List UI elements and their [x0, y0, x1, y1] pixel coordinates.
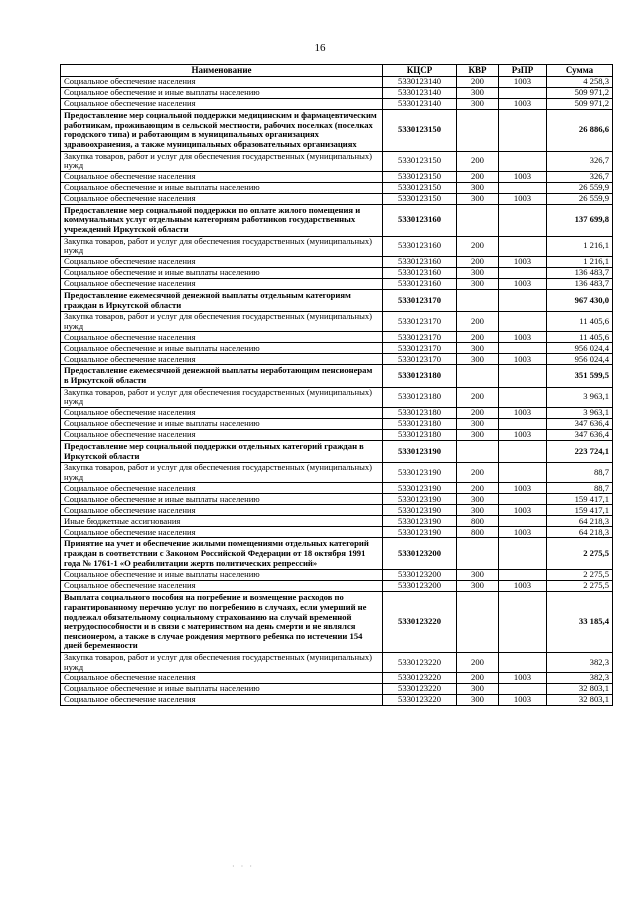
cell-rzpr — [499, 151, 547, 171]
cell-name: Социальное обеспечение населения — [61, 256, 383, 267]
cell-kvr — [457, 538, 499, 570]
cell-kvr: 200 — [457, 483, 499, 494]
table-row — [61, 483, 613, 494]
cell-name: Иные бюджетные ассигнования — [61, 516, 383, 527]
scan-marks: · · · — [232, 862, 254, 871]
cell-sum: 351 599,5 — [547, 365, 613, 387]
cell-rzpr — [499, 418, 547, 429]
cell-rzpr — [499, 110, 547, 152]
cell-name: Социальное обеспечение населения — [61, 673, 383, 684]
table-row — [61, 684, 613, 695]
table-row — [61, 695, 613, 706]
table-row — [61, 505, 613, 516]
cell-kcsr: 5330123220 — [383, 673, 457, 684]
cell-name: Закупка товаров, работ и услуг для обеспечения государственных (муниципальных) нужд — [61, 463, 383, 483]
table-row — [61, 494, 613, 505]
cell-kcsr: 5330123160 — [383, 267, 457, 278]
table-row — [61, 407, 613, 418]
cell-kvr: 300 — [457, 278, 499, 289]
cell-name: Социальное обеспечение и иные выплаты населению — [61, 684, 383, 695]
cell-name: Закупка товаров, работ и услуг для обеспечения государственных (муниципальных) нужд — [61, 151, 383, 171]
cell-kcsr: 5330123200 — [383, 570, 457, 581]
cell-sum: 2 275,5 — [547, 538, 613, 570]
cell-name: Социальное обеспечение населения — [61, 581, 383, 592]
cell-kcsr: 5330123190 — [383, 440, 457, 462]
cell-kvr: 300 — [457, 193, 499, 204]
cell-kcsr: 5330123180 — [383, 365, 457, 387]
cell-kvr — [457, 110, 499, 152]
cell-rzpr: 1003 — [499, 483, 547, 494]
cell-kcsr: 5330123170 — [383, 354, 457, 365]
cell-kcsr: 5330123200 — [383, 538, 457, 570]
cell-kcsr: 5330123150 — [383, 171, 457, 182]
table-row — [61, 527, 613, 538]
cell-kvr — [457, 365, 499, 387]
table-row — [61, 171, 613, 182]
cell-kcsr: 5330123170 — [383, 343, 457, 354]
table-row — [61, 570, 613, 581]
budget-table — [60, 64, 613, 706]
cell-name: Социальное обеспечение населения — [61, 278, 383, 289]
cell-rzpr: 1003 — [499, 77, 547, 88]
cell-sum: 136 483,7 — [547, 278, 613, 289]
cell-kcsr: 5330123180 — [383, 407, 457, 418]
table-row — [61, 193, 613, 204]
cell-name: Социальное обеспечение населения — [61, 332, 383, 343]
cell-name: Социальное обеспечение населения — [61, 193, 383, 204]
cell-rzpr: 1003 — [499, 193, 547, 204]
table-row — [61, 256, 613, 267]
cell-kcsr: 5330123150 — [383, 110, 457, 152]
cell-kvr: 200 — [457, 387, 499, 407]
header-sum: Сумма — [547, 65, 613, 77]
table-row — [61, 182, 613, 193]
cell-kcsr: 5330123180 — [383, 387, 457, 407]
table-row — [61, 312, 613, 332]
cell-name: Социальное обеспечение и иные выплаты населению — [61, 570, 383, 581]
cell-sum: 2 275,5 — [547, 570, 613, 581]
cell-sum: 88,7 — [547, 483, 613, 494]
cell-rzpr: 1003 — [499, 527, 547, 538]
cell-sum: 32 803,1 — [547, 684, 613, 695]
cell-rzpr: 1003 — [499, 171, 547, 182]
table-row — [61, 99, 613, 110]
cell-kvr: 300 — [457, 182, 499, 193]
cell-rzpr: 1003 — [499, 695, 547, 706]
cell-rzpr — [499, 182, 547, 193]
cell-kvr: 300 — [457, 418, 499, 429]
table-row — [61, 343, 613, 354]
cell-kcsr: 5330123220 — [383, 592, 457, 653]
cell-rzpr — [499, 343, 547, 354]
cell-sum: 509 971,2 — [547, 88, 613, 99]
table-body — [61, 77, 613, 706]
cell-kcsr: 5330123190 — [383, 505, 457, 516]
cell-sum: 11 405,6 — [547, 312, 613, 332]
cell-rzpr — [499, 267, 547, 278]
cell-name: Социальное обеспечение и иные выплаты населению — [61, 494, 383, 505]
cell-name: Социальное обеспечение населения — [61, 354, 383, 365]
cell-kcsr: 5330123220 — [383, 653, 457, 673]
cell-rzpr — [499, 538, 547, 570]
table-row — [61, 387, 613, 407]
cell-kvr: 800 — [457, 516, 499, 527]
cell-name: Предоставление мер социальной поддержки отдельных категорий граждан в Иркутской области — [61, 440, 383, 462]
cell-kvr: 300 — [457, 695, 499, 706]
cell-rzpr — [499, 289, 547, 311]
cell-rzpr: 1003 — [499, 673, 547, 684]
cell-kcsr: 5330123170 — [383, 312, 457, 332]
cell-name: Социальное обеспечение и иные выплаты населению — [61, 267, 383, 278]
cell-name: Социальное обеспечение и иные выплаты населению — [61, 343, 383, 354]
cell-kvr: 200 — [457, 77, 499, 88]
header-rzpr: РзПР — [499, 65, 547, 77]
table-row — [61, 653, 613, 673]
cell-name: Предоставление мер социальной поддержки медицинским и фармацевтическим работникам, проживающим в сельской местности, рабочих поселках (поселках городского типа) и работающим в муниципальных организациях здравоохранения, а также муниципальных образовательных организациях — [61, 110, 383, 152]
cell-sum: 26 886,6 — [547, 110, 613, 152]
cell-kcsr: 5330123140 — [383, 99, 457, 110]
cell-rzpr — [499, 494, 547, 505]
cell-kvr: 300 — [457, 267, 499, 278]
cell-name: Социальное обеспечение населения — [61, 505, 383, 516]
cell-sum: 32 803,1 — [547, 695, 613, 706]
table-row-program — [61, 592, 613, 653]
cell-kvr: 300 — [457, 570, 499, 581]
cell-kcsr: 5330123160 — [383, 278, 457, 289]
cell-kcsr: 5330123140 — [383, 88, 457, 99]
cell-rzpr: 1003 — [499, 332, 547, 343]
table-row — [61, 516, 613, 527]
cell-rzpr — [499, 204, 547, 236]
cell-kvr: 200 — [457, 151, 499, 171]
cell-kvr: 200 — [457, 332, 499, 343]
cell-rzpr: 1003 — [499, 278, 547, 289]
table-row-program — [61, 365, 613, 387]
cell-rzpr: 1003 — [499, 407, 547, 418]
table-row — [61, 77, 613, 88]
cell-sum: 2 275,5 — [547, 581, 613, 592]
cell-sum: 1 216,1 — [547, 256, 613, 267]
cell-rzpr: 1003 — [499, 429, 547, 440]
cell-kcsr: 5330123150 — [383, 151, 457, 171]
cell-kvr: 200 — [457, 673, 499, 684]
cell-rzpr — [499, 312, 547, 332]
cell-name: Предоставление ежемесячной денежной выплаты отдельным категориям граждан в Иркутской области — [61, 289, 383, 311]
cell-name: Закупка товаров, работ и услуг для обеспечения государственных (муниципальных) нужд — [61, 653, 383, 673]
cell-rzpr — [499, 365, 547, 387]
cell-sum: 137 699,8 — [547, 204, 613, 236]
cell-kvr — [457, 204, 499, 236]
table-row — [61, 278, 613, 289]
cell-rzpr: 1003 — [499, 354, 547, 365]
cell-kcsr: 5330123180 — [383, 429, 457, 440]
cell-rzpr — [499, 653, 547, 673]
cell-kvr: 300 — [457, 88, 499, 99]
cell-sum: 3 963,1 — [547, 387, 613, 407]
cell-rzpr — [499, 516, 547, 527]
cell-rzpr: 1003 — [499, 256, 547, 267]
cell-kcsr: 5330123150 — [383, 182, 457, 193]
cell-kcsr: 5330123140 — [383, 77, 457, 88]
cell-name: Социальное обеспечение и иные выплаты населению — [61, 182, 383, 193]
cell-sum: 967 430,0 — [547, 289, 613, 311]
cell-sum: 64 218,3 — [547, 527, 613, 538]
cell-rzpr — [499, 88, 547, 99]
cell-kvr: 800 — [457, 527, 499, 538]
table-row-program — [61, 204, 613, 236]
cell-kvr — [457, 440, 499, 462]
cell-sum: 33 185,4 — [547, 592, 613, 653]
cell-kvr: 200 — [457, 407, 499, 418]
cell-name: Социальное обеспечение населения — [61, 527, 383, 538]
table-row — [61, 673, 613, 684]
cell-rzpr — [499, 387, 547, 407]
cell-sum: 223 724,1 — [547, 440, 613, 462]
table-row — [61, 151, 613, 171]
cell-kcsr: 5330123190 — [383, 494, 457, 505]
cell-kvr: 300 — [457, 354, 499, 365]
cell-kvr: 300 — [457, 429, 499, 440]
cell-rzpr — [499, 236, 547, 256]
cell-kvr: 200 — [457, 256, 499, 267]
cell-sum: 326,7 — [547, 171, 613, 182]
cell-name: Закупка товаров, работ и услуг для обеспечения государственных (муниципальных) нужд — [61, 387, 383, 407]
cell-name: Социальное обеспечение населения — [61, 77, 383, 88]
cell-name: Социальное обеспечение населения — [61, 483, 383, 494]
cell-rzpr — [499, 592, 547, 653]
cell-name: Принятие на учет и обеспечение жилыми помещениями отдельных категорий граждан в соответствии с Законом Российской Федерации от 18 октября 1991 года № 1761-1 «О реабилитации жертв политических репрессий» — [61, 538, 383, 570]
cell-kcsr: 5330123160 — [383, 256, 457, 267]
header-kcsr: КЦСР — [383, 65, 457, 77]
cell-sum: 956 024,4 — [547, 343, 613, 354]
cell-sum: 159 417,1 — [547, 505, 613, 516]
cell-rzpr — [499, 570, 547, 581]
cell-name: Предоставление ежемесячной денежной выплаты неработающим пенсионерам в Иркутской области — [61, 365, 383, 387]
cell-kcsr: 5330123220 — [383, 695, 457, 706]
cell-kcsr: 5330123160 — [383, 236, 457, 256]
cell-sum: 382,3 — [547, 673, 613, 684]
header-kvr: КВР — [457, 65, 499, 77]
cell-kvr: 200 — [457, 236, 499, 256]
cell-rzpr: 1003 — [499, 505, 547, 516]
table-row-program — [61, 440, 613, 462]
cell-kcsr: 5330123180 — [383, 418, 457, 429]
cell-sum: 88,7 — [547, 463, 613, 483]
cell-name: Закупка товаров, работ и услуг для обеспечения государственных (муниципальных) нужд — [61, 312, 383, 332]
cell-kcsr: 5330123150 — [383, 193, 457, 204]
cell-sum: 136 483,7 — [547, 267, 613, 278]
cell-sum: 64 218,3 — [547, 516, 613, 527]
table-row — [61, 354, 613, 365]
cell-kcsr: 5330123160 — [383, 204, 457, 236]
cell-rzpr — [499, 440, 547, 462]
cell-rzpr — [499, 684, 547, 695]
table-row-program — [61, 289, 613, 311]
table-row — [61, 88, 613, 99]
table-row — [61, 581, 613, 592]
cell-kvr: 200 — [457, 653, 499, 673]
cell-kcsr: 5330123190 — [383, 516, 457, 527]
cell-kvr — [457, 289, 499, 311]
cell-kvr: 300 — [457, 684, 499, 695]
table-row — [61, 332, 613, 343]
cell-kvr: 200 — [457, 463, 499, 483]
cell-kcsr: 5330123220 — [383, 684, 457, 695]
cell-kcsr: 5330123200 — [383, 581, 457, 592]
cell-name: Социальное обеспечение и иные выплаты населению — [61, 418, 383, 429]
cell-sum: 347 636,4 — [547, 418, 613, 429]
cell-name: Социальное обеспечение населения — [61, 429, 383, 440]
cell-name: Социальное обеспечение населения — [61, 99, 383, 110]
cell-kvr: 200 — [457, 312, 499, 332]
cell-name: Закупка товаров, работ и услуг для обеспечения государственных (муниципальных) нужд — [61, 236, 383, 256]
cell-kvr: 300 — [457, 343, 499, 354]
cell-sum: 1 216,1 — [547, 236, 613, 256]
cell-name: Социальное обеспечение населения — [61, 171, 383, 182]
table-row — [61, 429, 613, 440]
page-number: 16 — [314, 42, 326, 54]
cell-kvr: 300 — [457, 581, 499, 592]
cell-kvr: 200 — [457, 171, 499, 182]
table-row — [61, 418, 613, 429]
table-row — [61, 267, 613, 278]
cell-kvr: 300 — [457, 99, 499, 110]
cell-name: Социальное обеспечение и иные выплаты населению — [61, 88, 383, 99]
cell-sum: 26 559,9 — [547, 193, 613, 204]
cell-name: Выплата социального пособия на погребение и возмещение расходов по гарантированному перечню услуг по погребению в случаях, если умерший не подлежал обязательному социальному страхованию на случай временной нетрудоспособности и в связи с материнством на день смерти и не являлся пенсионером, а также в случае рождения мертвого ребенка по истечении 154 дней беременности — [61, 592, 383, 653]
cell-kvr: 300 — [457, 505, 499, 516]
table-header-row — [61, 65, 613, 77]
cell-rzpr: 1003 — [499, 581, 547, 592]
table-row — [61, 236, 613, 256]
cell-kcsr: 5330123190 — [383, 483, 457, 494]
cell-name: Социальное обеспечение населения — [61, 407, 383, 418]
cell-sum: 509 971,2 — [547, 99, 613, 110]
cell-rzpr: 1003 — [499, 99, 547, 110]
table-row-program — [61, 110, 613, 152]
cell-name: Предоставление мер социальной поддержки по оплате жилого помещения и коммунальных услуг отдельным категориям работников государственных учреждений Иркутской области — [61, 204, 383, 236]
cell-kcsr: 5330123170 — [383, 289, 457, 311]
cell-kvr: 300 — [457, 494, 499, 505]
cell-sum: 956 024,4 — [547, 354, 613, 365]
cell-sum: 11 405,6 — [547, 332, 613, 343]
table-row-program — [61, 538, 613, 570]
cell-kvr — [457, 592, 499, 653]
cell-sum: 382,3 — [547, 653, 613, 673]
cell-kcsr: 5330123170 — [383, 332, 457, 343]
cell-sum: 159 417,1 — [547, 494, 613, 505]
cell-sum: 347 636,4 — [547, 429, 613, 440]
cell-name: Социальное обеспечение населения — [61, 695, 383, 706]
table-row — [61, 463, 613, 483]
cell-kcsr: 5330123190 — [383, 463, 457, 483]
cell-sum: 4 258,3 — [547, 77, 613, 88]
cell-rzpr — [499, 463, 547, 483]
cell-sum: 3 963,1 — [547, 407, 613, 418]
cell-sum: 326,7 — [547, 151, 613, 171]
cell-sum: 26 559,9 — [547, 182, 613, 193]
cell-kcsr: 5330123190 — [383, 527, 457, 538]
header-name: Наименование — [61, 65, 383, 77]
